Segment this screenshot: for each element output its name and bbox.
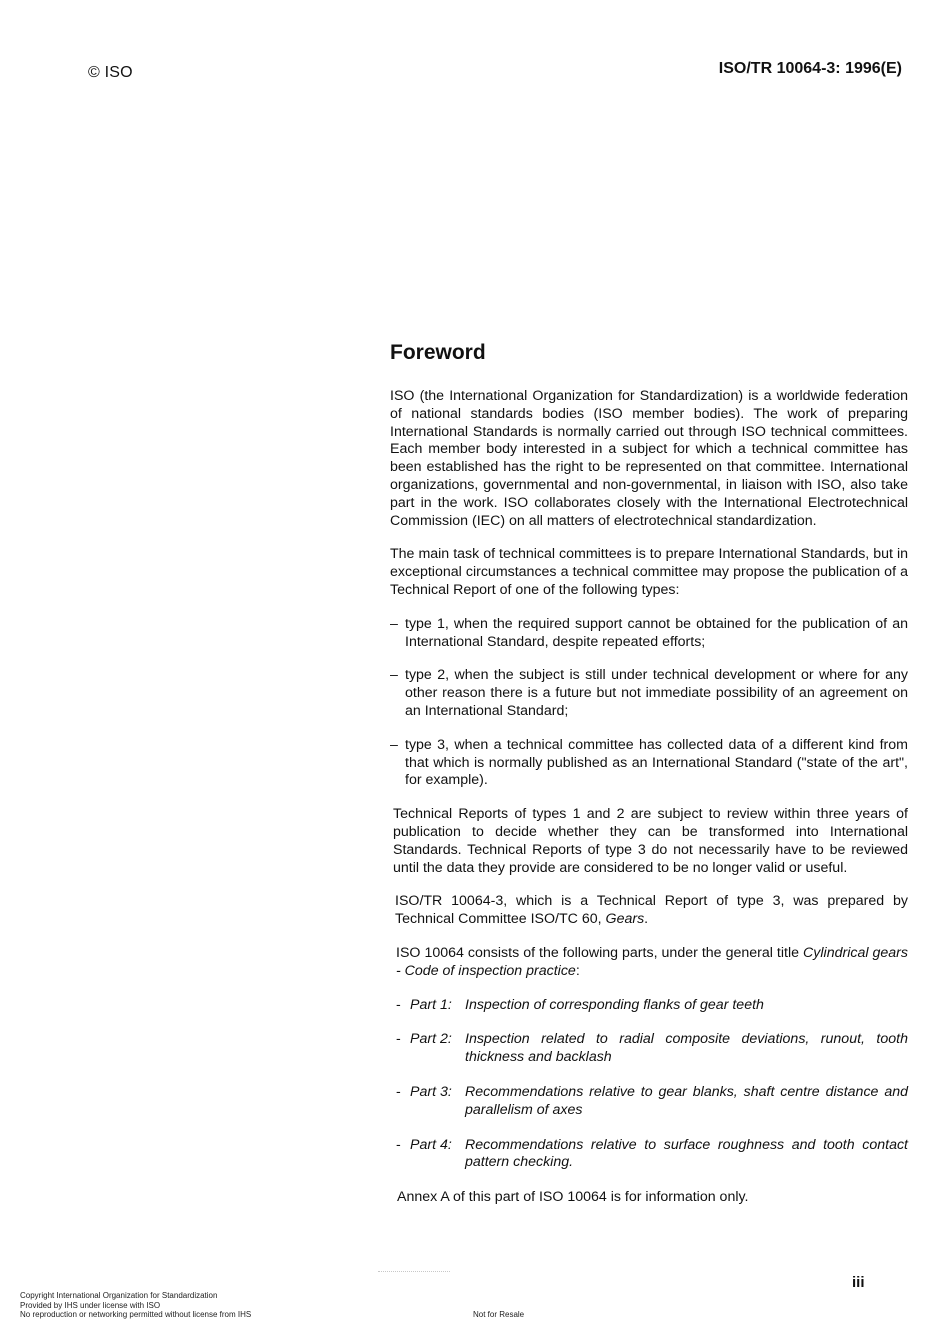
part-number: Part 4: bbox=[410, 1136, 452, 1153]
part-title: Inspection of corresponding flanks of gear teeth bbox=[465, 996, 764, 1013]
part-title: Recommendations relative to gear blanks, shaft centre distance and parallelism of axes bbox=[465, 1083, 908, 1118]
foreword-section bbox=[390, 340, 908, 1207]
dash-bullet: – bbox=[390, 736, 398, 753]
prepared-by-paragraph bbox=[395, 893, 908, 929]
list-item bbox=[396, 1137, 908, 1173]
part-title: Inspection related to radial composite deviations, runout, tooth thickness and backlash bbox=[465, 1031, 908, 1066]
prepared-by-end: . bbox=[644, 911, 649, 928]
part-number: Part 2: bbox=[410, 1031, 452, 1048]
copyright-footer bbox=[20, 1291, 251, 1320]
footer-line: Copyright International Organization for Standardization bbox=[20, 1291, 218, 1300]
review-paragraph: Technical Reports of types 1 and 2 are subject to review within three years of publication to decide whether they can be transformed into International Standards. Technical Reports of type 3 do not necessarily have to be reviewed until the data they provide are considered to be no longer valid or useful. bbox=[393, 806, 908, 876]
dash-bullet: – bbox=[390, 615, 398, 632]
page-title: Foreword bbox=[390, 341, 486, 364]
parts-intro-paragraph bbox=[396, 945, 908, 981]
dash-bullet: - bbox=[396, 996, 401, 1013]
dash-bullet: - bbox=[396, 1083, 401, 1100]
list-item-text: type 3, when a technical committee has collected data of a different kind from that which is normally published as an International Standard ("state of the art", for example). bbox=[405, 736, 908, 789]
parts-intro-lead: ISO 10064 consists of the following parts, under the general title bbox=[396, 944, 804, 961]
general-title: Cylindrical gears - Code of inspection practice bbox=[396, 944, 908, 979]
dash-bullet: – bbox=[390, 667, 398, 684]
list-item-text: type 1, when the required support cannot be obtained for the publication of an International Standard, despite repeated efforts; bbox=[405, 615, 908, 650]
footer-line: No reproduction or networking permitted without license from IHS bbox=[20, 1310, 252, 1320]
dash-bullet: - bbox=[396, 1136, 401, 1153]
page-number: iii bbox=[852, 1274, 865, 1291]
part-number: Part 3: bbox=[410, 1083, 452, 1100]
parts-intro-end: : bbox=[575, 962, 580, 979]
committee-title: Gears bbox=[605, 911, 645, 928]
copyright-header: © ISO bbox=[88, 64, 133, 81]
list-item bbox=[396, 1084, 908, 1120]
scan-artifact bbox=[378, 1271, 450, 1274]
not-for-resale-label: Not for Resale bbox=[473, 1310, 525, 1319]
footer-line: Provided by IHS under license with ISO bbox=[20, 1300, 161, 1310]
list-item bbox=[390, 667, 908, 720]
prepared-by-lead: ISO/TR 10064-3, which is a Technical Report of type 3, was prepared by Technical Committee ISO/TC 60, bbox=[395, 893, 908, 928]
list-item bbox=[396, 1031, 908, 1067]
main-task-paragraph: The main task of technical committees is to prepare International Standards, but in exceptional circumstances a technical committee may propose the publication of a Technical Report of one of the following types: bbox=[390, 546, 908, 598]
list-item bbox=[390, 616, 908, 652]
part-number: Part 1: bbox=[410, 996, 452, 1013]
intro-paragraph: ISO (the International Organization for Standardization) is a worldwide federation of national standards bodies (ISO member bodies). The work of preparing International Standards is normally carried out through ISO technical committees. Each member body interested in a subject for which a technical committee has been established has the right to be represented on that committee. International organizations, governmental and non-governmental, in liaison with ISO, also take part in the work. ISO collaborates closely with the International Electrotechnical Commission (IEC) on all matters of electrotechnical standardization. bbox=[390, 388, 908, 529]
annex-note: Annex A of this part of ISO 10064 is for information only. bbox=[397, 1189, 749, 1206]
part-title: Recommendations relative to surface roughness and tooth contact pattern checking. bbox=[465, 1136, 908, 1171]
list-item bbox=[396, 997, 908, 1015]
list-item bbox=[390, 737, 908, 790]
dash-bullet: - bbox=[396, 1031, 401, 1048]
document-id-header: ISO/TR 10064-3: 1996(E) bbox=[718, 60, 902, 77]
list-item-text: type 2, when the subject is still under technical development or where for any other reason there is a future but not immediate possibility of an agreement on an International Standard; bbox=[405, 667, 908, 719]
report-types-list bbox=[390, 616, 908, 790]
parts-list bbox=[390, 997, 908, 1173]
